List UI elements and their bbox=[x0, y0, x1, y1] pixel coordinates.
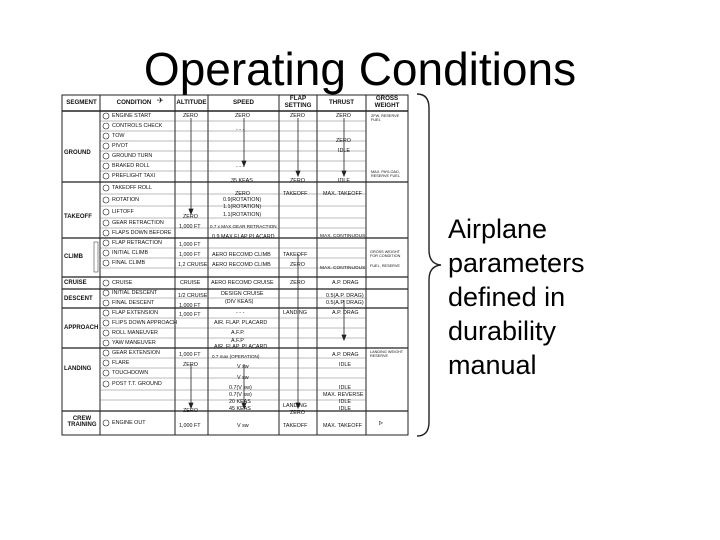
speed-cell: ZERO bbox=[235, 113, 250, 119]
flap-cell: ZERO bbox=[290, 178, 305, 184]
segment-descent: DESCENT bbox=[64, 296, 93, 302]
condition-row: GEAR EXTENSION bbox=[112, 350, 160, 356]
condition-row: INITIAL DESCENT bbox=[112, 290, 158, 296]
condition-row: FLAP EXTENSION bbox=[112, 310, 159, 316]
speed-cell: V sw bbox=[237, 423, 249, 429]
speed-cell: 0.9(ROTATION) bbox=[223, 197, 262, 203]
segment-takeoff: TAKEOFF bbox=[64, 214, 92, 220]
speed-cell: AERO RECOMD CLIMB bbox=[212, 262, 271, 268]
flap-cell: TAKEOFF bbox=[283, 191, 308, 197]
speed-cell: A.F.P bbox=[231, 338, 244, 344]
speed-cell: AERO RECOMD CLIMB bbox=[212, 252, 271, 258]
thrust-cell: A.P. DRAG bbox=[332, 280, 359, 286]
condition-row: POST T.T. GROUND bbox=[112, 381, 162, 387]
flap-cell: ZERO bbox=[290, 262, 305, 268]
gross-weight-note: FUEL, RESERVE bbox=[370, 264, 400, 268]
flap-cell: ZERO bbox=[290, 410, 305, 416]
speed-cell: 0.7(V sw) bbox=[229, 385, 252, 391]
thrust-cell: MAX. CONTINUOUS bbox=[320, 266, 366, 271]
altitude-cell: ZERO bbox=[183, 113, 198, 119]
condition-row: ENGINE START bbox=[112, 113, 152, 119]
speed-cell: AERO RECOMD CRUISE bbox=[211, 280, 274, 286]
speed-cell: 1.1(ROTATION) bbox=[223, 204, 262, 210]
thrust-cell: IDLE bbox=[338, 178, 350, 184]
thrust-cell: 0.5(A.P. DRAG) bbox=[326, 300, 364, 306]
condition-row: FLARE bbox=[112, 360, 130, 366]
altitude-cell: 1,000 FT bbox=[179, 252, 201, 258]
condition-row: LIFTOFF bbox=[112, 209, 134, 215]
condition-row: ROTATION bbox=[112, 197, 140, 203]
gross-weight-note: MAX. PAYLOAD, RESERVE FUEL bbox=[371, 170, 400, 179]
segment-climb: CLIMB bbox=[64, 254, 83, 260]
header-condition: CONDITION bbox=[116, 99, 152, 106]
thrust-cell: IDLE bbox=[338, 148, 350, 154]
speed-cell: AIR. FLAP. PLACARD bbox=[214, 320, 268, 326]
gross-weight-note: ZFW, RESERVE FUEL bbox=[371, 114, 400, 123]
segment-cruise: CRUISE bbox=[64, 280, 87, 286]
speed-cell: V sw bbox=[237, 375, 249, 381]
speed-cell: - - - bbox=[236, 164, 245, 170]
header-segment: SEGMENT bbox=[66, 99, 97, 106]
condition-row: GROUND TURN bbox=[112, 153, 153, 159]
header-flap-setting: FLAP SETTING bbox=[284, 95, 312, 109]
header-thrust: THRUST bbox=[328, 99, 355, 106]
thrust-cell: MAX. CONTINUOUS bbox=[320, 234, 366, 239]
altitude-cell: 1,000 FT bbox=[179, 312, 201, 318]
condition-row: TAKEOFF ROLL bbox=[112, 185, 153, 191]
altitude-cell: 1/2 CRUISE bbox=[178, 293, 208, 299]
airplane-icon: ▹ bbox=[379, 418, 384, 427]
segment-ground: GROUND bbox=[64, 150, 91, 156]
altitude-cell: 1,000 FT bbox=[179, 224, 201, 230]
flap-cell: LANDING bbox=[283, 310, 307, 316]
condition-row: FINAL CLIMB bbox=[112, 260, 146, 266]
condition-row: PREFLIGHT TAXI bbox=[112, 173, 156, 179]
altitude-cell: 1,000 FT bbox=[179, 423, 201, 429]
flap-cell: TAKEOFF bbox=[283, 423, 308, 429]
speed-cell: - - - bbox=[236, 310, 245, 316]
speed-cell: 1.1(ROTATION) bbox=[223, 212, 262, 218]
condition-row: FLAPS DOWN BEFORE bbox=[112, 230, 172, 236]
condition-row: TOW bbox=[112, 133, 125, 139]
speed-cell: 35 KEAS bbox=[231, 178, 253, 184]
operating-conditions-table bbox=[61, 94, 409, 436]
speed-cell: 45 KEAS bbox=[229, 406, 251, 412]
condition-row: PIVOT bbox=[112, 143, 129, 149]
description-line: defined in bbox=[448, 282, 566, 312]
condition-row: TOUCHDOWN bbox=[112, 370, 149, 376]
altitude-cell: ZERO bbox=[183, 408, 198, 414]
speed-cell: ZERO bbox=[235, 191, 250, 197]
thrust-cell: IDLE bbox=[339, 406, 351, 412]
description-line: parameters bbox=[448, 248, 585, 278]
speed-cell: 0.7(V sw) bbox=[229, 392, 252, 398]
altitude-cell: CRUISE bbox=[180, 280, 201, 286]
speed-cell: 0.9 MAX FLAP PLACARD bbox=[212, 234, 275, 240]
thrust-cell: 0.5(A.P. DRAG) bbox=[326, 293, 364, 299]
condition-row: FLIPS DOWN APPROACH bbox=[112, 320, 177, 326]
condition-row: CONTROLS CHECK bbox=[112, 123, 163, 129]
altitude-cell: 1,2 CRUISE bbox=[178, 262, 208, 268]
right-brace bbox=[413, 92, 443, 438]
flap-cell: ZERO bbox=[290, 113, 305, 119]
thrust-cell: A.P. DRAG bbox=[332, 310, 359, 316]
condition-row: GEAR RETRACTION bbox=[112, 220, 164, 226]
speed-cell: V sw bbox=[237, 364, 249, 370]
altitude-cell: 1,000 FT bbox=[179, 352, 201, 358]
speed-cell: A.F.P. bbox=[231, 330, 245, 336]
header-gross-weight: GROSS WEIGHT bbox=[374, 95, 400, 109]
altitude-cell: 1,000 FT bbox=[179, 242, 201, 248]
condition-row: ROLL MANEUVER bbox=[112, 330, 158, 336]
condition-row: YAW MANEUVER bbox=[112, 340, 156, 346]
condition-row: ENGINE OUT bbox=[112, 420, 146, 426]
description-line: durability bbox=[448, 316, 557, 346]
condition-row: CRUISE bbox=[112, 280, 133, 286]
thrust-cell: MAX. TAKEOFF bbox=[323, 423, 363, 429]
condition-row: FINAL DESCENT bbox=[112, 300, 155, 306]
thrust-cell: ZERO bbox=[336, 113, 351, 119]
thrust-cell: MAX. REVERSE bbox=[323, 392, 364, 398]
description-line: manual bbox=[448, 350, 537, 380]
thrust-cell: A.P. DRAG bbox=[332, 352, 359, 358]
altitude-cell: ZERO bbox=[183, 362, 198, 368]
flap-cell: ZERO bbox=[290, 280, 305, 286]
flap-cell: TAKEOFF bbox=[283, 252, 308, 258]
thrust-cell: IDLE bbox=[339, 399, 351, 405]
speed-cell: 0.7 x MAX GEAR RETRACTION bbox=[210, 224, 277, 229]
speed-cell: - - - bbox=[236, 127, 245, 133]
condition-row: BRAKED ROLL bbox=[112, 163, 150, 169]
speed-cell: DESIGN CRUISE bbox=[221, 291, 264, 297]
flap-cell: LANDING bbox=[283, 403, 307, 409]
speed-cell: 20 KEAS bbox=[229, 399, 251, 405]
description-text bbox=[448, 212, 708, 382]
thrust-cell: MAX. TAKEOFF bbox=[323, 191, 363, 197]
header-altitude: ALTITUDE bbox=[176, 99, 207, 106]
thrust-cell: IDLE bbox=[339, 385, 351, 391]
segment-approach: APPROACH bbox=[64, 325, 99, 331]
description-line: Airplane bbox=[448, 214, 548, 244]
altitude-cell: 1,000 FT bbox=[179, 303, 201, 309]
thrust-cell: ZERO bbox=[336, 138, 351, 144]
slide-title: Operating Conditions bbox=[143, 43, 577, 95]
airplane-icon: ✈ bbox=[157, 96, 164, 105]
condition-row: INITIAL CLIMB bbox=[112, 250, 149, 256]
condition-row: FLAP RETRACTION bbox=[112, 240, 162, 246]
thrust-cell: IDLE bbox=[339, 362, 351, 368]
altitude-cell: ZERO bbox=[183, 214, 198, 220]
gross-weight-note: LANDING WEIGHT RESERVE bbox=[370, 350, 404, 359]
speed-cell: 0.7 max (OPERATION) bbox=[212, 354, 260, 359]
gross-weight-note: GROSS WEIGHT FOR CONDITION bbox=[370, 250, 401, 259]
speed-cell: AIR. FLAP. PLACARD bbox=[214, 344, 268, 350]
header-speed: SPEED bbox=[233, 99, 254, 106]
segment-landing: LANDING bbox=[64, 366, 92, 372]
segment-crew-training: CREW TRAINING bbox=[67, 416, 97, 428]
speed-cell: (DIV KEAS) bbox=[225, 299, 254, 305]
